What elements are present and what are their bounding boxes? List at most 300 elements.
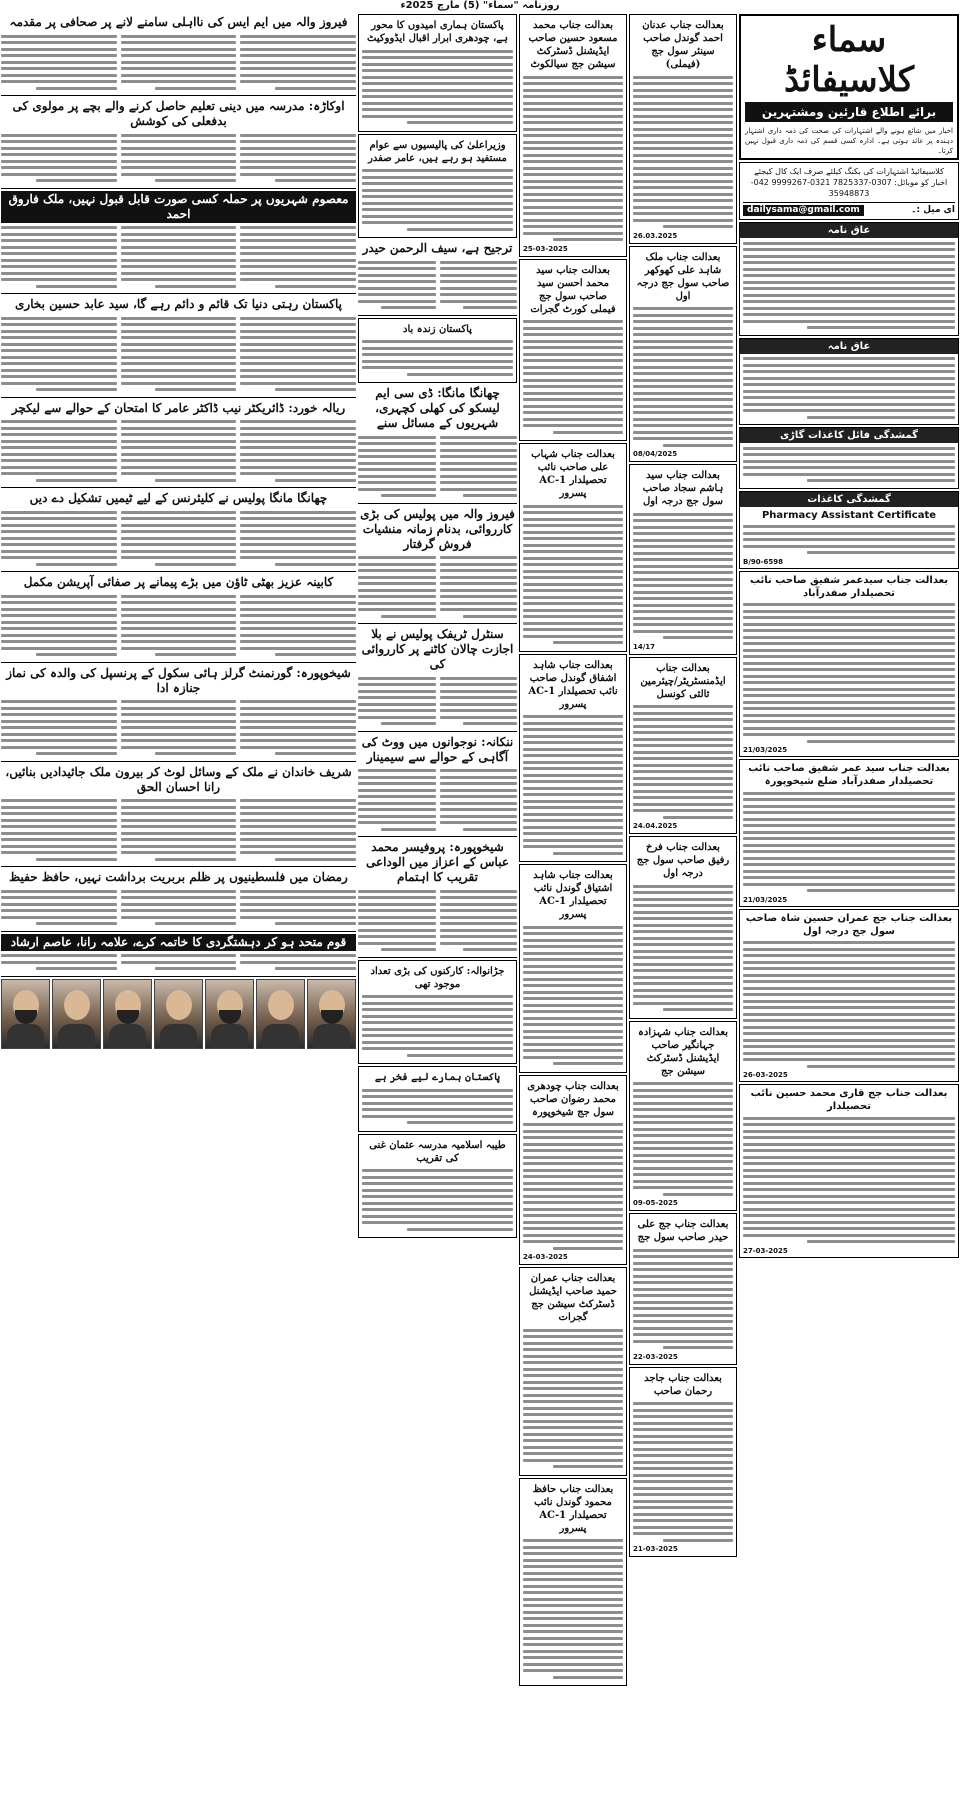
text-line bbox=[1, 453, 117, 456]
text-line bbox=[240, 472, 356, 475]
text-line bbox=[240, 74, 356, 77]
text-line bbox=[743, 798, 955, 801]
portrait-face bbox=[64, 990, 90, 1020]
text-line bbox=[633, 591, 733, 594]
news-story bbox=[1, 869, 356, 932]
classified-masthead bbox=[739, 14, 959, 160]
news-headline[interactable]: چھانگا مانگا پولیس نے کلیئرنس کے لیے ٹیمیں تشکیل دے دیں bbox=[29, 491, 328, 505]
classified-ad bbox=[739, 759, 959, 907]
text-line bbox=[1, 825, 117, 828]
text-line bbox=[1, 524, 117, 527]
notice-title: برائے اطلاع قارئین ومشتہرین bbox=[745, 102, 953, 122]
text-line bbox=[358, 929, 436, 932]
text-line bbox=[1, 720, 117, 723]
text-line bbox=[633, 121, 733, 124]
text-line bbox=[633, 1281, 733, 1284]
portrait-photo bbox=[256, 979, 305, 1049]
text-line bbox=[633, 738, 733, 741]
text-line bbox=[440, 556, 518, 559]
news-story bbox=[358, 839, 517, 958]
text-line bbox=[121, 550, 237, 553]
text-line bbox=[743, 538, 955, 541]
text-line bbox=[633, 1333, 733, 1336]
text-line bbox=[240, 80, 356, 83]
text-line bbox=[440, 436, 518, 439]
text-line bbox=[358, 488, 436, 491]
text-line bbox=[1, 323, 117, 326]
text-line bbox=[663, 444, 733, 447]
text-line bbox=[240, 252, 356, 255]
text-line bbox=[523, 1240, 623, 1243]
text-line bbox=[743, 805, 955, 808]
text-line bbox=[523, 622, 623, 625]
text-line bbox=[240, 349, 356, 352]
text-line bbox=[358, 608, 436, 611]
text-line bbox=[240, 459, 356, 462]
ad-date: 27-03-2025 bbox=[743, 1246, 788, 1255]
text-line bbox=[275, 87, 356, 90]
story-text-column bbox=[1, 951, 117, 974]
text-line bbox=[1, 627, 117, 630]
text-line bbox=[358, 802, 436, 805]
text-line bbox=[553, 1062, 623, 1065]
text-line bbox=[743, 261, 955, 264]
news-headline[interactable]: طیبہ اسلامیہ مدرسہ عثمان غنی کی تقریب bbox=[369, 1139, 506, 1164]
news-headline[interactable]: شریف خاندان نے ملک کے وسائل لوٹ کر بیرون ملک جائیدادیں بنائیں، رانا احسان الحق bbox=[5, 764, 352, 794]
portrait-face bbox=[166, 990, 192, 1020]
text-line bbox=[407, 228, 513, 231]
text-line bbox=[633, 539, 733, 542]
text-line bbox=[358, 890, 436, 893]
text-line bbox=[523, 1043, 623, 1046]
text-line bbox=[121, 739, 237, 742]
text-line bbox=[121, 61, 237, 64]
text-line bbox=[633, 584, 733, 587]
text-line bbox=[633, 725, 733, 728]
news-headline[interactable]: جڑانوالہ: کارکنوں کی بڑی تعداد موجود تھی bbox=[370, 965, 505, 990]
court-notices-column-b bbox=[519, 14, 627, 1795]
notice-text: اخبار میں شائع ہونے والے اشتہارات کی صحت کی ذمہ داری اشتہار دہندہ پر عائد ہوتی ہے۔ ادارہ کسی قسم کی ذمہ داری قبول نہیں کرتا۔ bbox=[745, 127, 953, 155]
ad-title: بعدالت جناب سیدعمر شفیق صاحب نائب تحصیلدار صفدرآباد bbox=[749, 574, 949, 599]
text-line bbox=[633, 532, 733, 535]
portrait-photo bbox=[307, 979, 356, 1049]
court-notice-title: بعدالت جناب شاہد اشتیاق گوندل نائب تحصیلدار AC-1 پسرور bbox=[533, 870, 613, 920]
story-text-column bbox=[358, 553, 436, 622]
text-line bbox=[523, 366, 623, 369]
text-line bbox=[275, 653, 356, 656]
text-line bbox=[523, 76, 623, 79]
text-line bbox=[743, 1039, 955, 1042]
text-line bbox=[743, 714, 955, 717]
text-line bbox=[743, 961, 955, 964]
text-line bbox=[358, 436, 436, 439]
text-line bbox=[523, 1010, 623, 1013]
text-line bbox=[362, 82, 513, 85]
text-line bbox=[358, 569, 436, 572]
text-line bbox=[240, 511, 356, 514]
news-headline[interactable]: پاکستان ہماری امیدوں کا محور ہے، چودھری ابرار اقبال ایڈووکیٹ bbox=[367, 20, 508, 44]
news-headline[interactable]: وزیراعلیٰ کی پالیسیوں سے عوام مستفید ہو رہے ہیں، عامر صفدر bbox=[368, 139, 507, 164]
court-notice bbox=[629, 1367, 737, 1558]
text-line bbox=[358, 942, 436, 945]
text-line bbox=[743, 447, 955, 450]
text-line bbox=[362, 69, 513, 72]
text-line bbox=[743, 974, 955, 977]
text-line bbox=[523, 1149, 623, 1152]
text-line bbox=[36, 479, 117, 482]
news-headline[interactable]: معصوم شہریوں پر حملہ کسی صورت قابل قبول نہیں، ملک فاروق احمد bbox=[1, 191, 356, 223]
text-line bbox=[633, 885, 733, 888]
text-line bbox=[523, 1056, 623, 1059]
text-line bbox=[1, 608, 117, 611]
text-line bbox=[743, 357, 955, 360]
text-line bbox=[743, 1032, 955, 1035]
story-text-column bbox=[121, 223, 237, 292]
text-line bbox=[440, 808, 518, 811]
news-headline[interactable]: فیروز والہ میں پولیس کی بڑی کارروائی، بدنام زمانہ منشیات فروش گرفتار bbox=[360, 506, 515, 551]
text-line bbox=[743, 824, 955, 827]
text-line bbox=[358, 442, 436, 445]
ad-body bbox=[743, 447, 955, 483]
portrait-photo bbox=[205, 979, 254, 1049]
text-line bbox=[240, 746, 356, 749]
text-line bbox=[633, 353, 733, 356]
text-line bbox=[633, 1121, 733, 1124]
text-line bbox=[440, 690, 518, 693]
text-line bbox=[523, 557, 623, 560]
text-line bbox=[743, 993, 955, 996]
text-line bbox=[633, 340, 733, 343]
text-line bbox=[523, 609, 623, 612]
text-line bbox=[743, 850, 955, 853]
story-body bbox=[1, 591, 356, 660]
text-line bbox=[440, 696, 518, 699]
text-line bbox=[633, 712, 733, 715]
news-headline[interactable]: پاکستان رہتی دنیا تک قائم و دائم رہے گا، سید عابد حسین بخاری bbox=[15, 297, 342, 311]
text-line bbox=[240, 812, 356, 815]
text-line bbox=[121, 851, 237, 854]
news-headline[interactable]: چھانگا مانگا: ڈی سی ایم لیسکو کی کھلی کچہری، شہریوں کے مسائل سنے bbox=[375, 386, 500, 430]
ad-date: 21/03/2025 bbox=[743, 746, 788, 754]
portrait-beard bbox=[321, 1010, 343, 1024]
court-notice-date: 24-03-2025 bbox=[523, 1253, 568, 1261]
text-line bbox=[440, 576, 518, 579]
classified-column bbox=[739, 14, 959, 1795]
text-line bbox=[633, 173, 733, 176]
classified-brand: سماء کلاسیفائڈ bbox=[783, 20, 915, 100]
text-line bbox=[1, 733, 117, 736]
text-line bbox=[240, 720, 356, 723]
text-line bbox=[523, 1355, 623, 1358]
text-line bbox=[121, 246, 237, 249]
text-line bbox=[362, 95, 513, 98]
text-line bbox=[743, 818, 955, 821]
text-line bbox=[743, 1156, 955, 1159]
news-headline[interactable]: شیخوپورہ: گورنمنٹ گرلز ہائی سکول کے پرنسپل کی والدہ کی نماز جنازہ ادا bbox=[6, 665, 351, 695]
text-line bbox=[633, 1526, 733, 1529]
story-text-column bbox=[1, 130, 117, 186]
news-headline[interactable]: شیخوپورہ: پروفیسر محمد عباس کے اعزاز میں الوداعی تقریب کا اہتمام bbox=[366, 840, 509, 884]
text-line bbox=[743, 707, 955, 710]
text-line bbox=[362, 1176, 513, 1179]
text-line bbox=[440, 821, 518, 824]
text-line bbox=[240, 890, 356, 893]
story-text-column bbox=[240, 591, 356, 660]
text-line bbox=[1, 595, 117, 598]
story-body bbox=[1, 130, 356, 186]
text-line bbox=[362, 108, 513, 111]
text-line bbox=[743, 396, 955, 399]
text-line bbox=[523, 511, 623, 514]
news-story bbox=[1, 98, 356, 189]
text-line bbox=[743, 694, 955, 697]
text-line bbox=[523, 780, 623, 783]
text-line bbox=[743, 370, 955, 373]
text-line bbox=[633, 1422, 733, 1425]
text-line bbox=[1, 48, 117, 51]
text-line bbox=[633, 744, 733, 747]
text-line bbox=[523, 1420, 623, 1423]
text-line bbox=[523, 615, 623, 618]
text-line bbox=[358, 769, 436, 772]
text-line bbox=[633, 969, 733, 972]
classified-ad bbox=[739, 338, 959, 426]
text-line bbox=[121, 890, 237, 893]
text-line bbox=[121, 530, 237, 533]
email-link[interactable]: dailysama@gmail.com bbox=[743, 205, 864, 216]
text-line bbox=[121, 838, 237, 841]
text-line bbox=[240, 48, 356, 51]
text-line bbox=[358, 776, 436, 779]
text-line bbox=[121, 720, 237, 723]
text-line bbox=[633, 809, 733, 812]
news-headline[interactable]: پاکستان زندہ باد bbox=[403, 323, 472, 335]
text-line bbox=[358, 293, 436, 296]
text-line bbox=[362, 50, 513, 53]
text-line bbox=[240, 640, 356, 643]
text-line bbox=[362, 115, 513, 118]
text-line bbox=[743, 701, 955, 704]
news-story bbox=[358, 318, 517, 384]
text-line bbox=[633, 346, 733, 349]
text-line bbox=[633, 1532, 733, 1535]
text-line bbox=[240, 259, 356, 262]
text-line bbox=[743, 733, 955, 736]
text-line bbox=[633, 571, 733, 574]
text-line bbox=[633, 1409, 733, 1412]
portrait-beard bbox=[219, 1010, 241, 1024]
story-text-column bbox=[121, 313, 237, 395]
text-line bbox=[440, 293, 518, 296]
text-line bbox=[743, 1227, 955, 1230]
text-line bbox=[407, 1121, 513, 1124]
text-line bbox=[1, 713, 117, 716]
text-line bbox=[633, 1487, 733, 1490]
text-line bbox=[240, 246, 356, 249]
text-line bbox=[155, 752, 236, 755]
text-line bbox=[240, 153, 356, 156]
text-line bbox=[1, 916, 117, 919]
text-line bbox=[362, 1047, 513, 1050]
text-line bbox=[743, 1026, 955, 1029]
text-line bbox=[523, 537, 623, 540]
story-text-column bbox=[362, 166, 513, 235]
text-line bbox=[121, 909, 237, 912]
text-line bbox=[523, 1335, 623, 1338]
story-body bbox=[358, 673, 517, 729]
text-line bbox=[743, 453, 955, 456]
news-headline[interactable]: پاکستان ہمارے لیے فخر ہے bbox=[374, 1072, 501, 1083]
text-line bbox=[743, 248, 955, 251]
text-line bbox=[1, 440, 117, 443]
text-line bbox=[743, 320, 955, 323]
ad-heading: گمشدگی کاغذات bbox=[740, 492, 958, 507]
text-line bbox=[463, 722, 517, 725]
text-line bbox=[440, 929, 518, 932]
text-line bbox=[743, 837, 955, 840]
news-headline[interactable]: ترجیح ہے، سیف الرحمن حیدر bbox=[362, 241, 513, 255]
text-line bbox=[362, 208, 513, 211]
text-line bbox=[523, 926, 623, 929]
text-line bbox=[240, 278, 356, 281]
story-text-column bbox=[1, 507, 117, 569]
text-line bbox=[240, 550, 356, 553]
story-body bbox=[362, 166, 513, 235]
story-text-column bbox=[358, 432, 436, 501]
text-line bbox=[121, 41, 237, 44]
story-text-column bbox=[240, 31, 356, 93]
text-line bbox=[155, 967, 236, 970]
text-line bbox=[523, 939, 623, 942]
text-line bbox=[743, 390, 955, 393]
news-headline[interactable]: ننکانہ: نوجوانوں میں ووٹ کی آگاہی کے حوالے سے سیمینار bbox=[361, 734, 514, 764]
text-line bbox=[240, 336, 356, 339]
text-line bbox=[121, 832, 237, 835]
text-line bbox=[381, 615, 435, 618]
text-line bbox=[121, 640, 237, 643]
text-line bbox=[523, 212, 623, 215]
text-line bbox=[440, 569, 518, 572]
text-line bbox=[633, 392, 733, 395]
text-line bbox=[523, 89, 623, 92]
text-line bbox=[1, 700, 117, 703]
news-story bbox=[1, 490, 356, 572]
text-line bbox=[743, 967, 955, 970]
newspaper-date-header: روزنامہ "سماء" (5) مارچ 2025ء bbox=[400, 0, 560, 11]
text-line bbox=[362, 353, 513, 356]
text-line bbox=[523, 1017, 623, 1020]
text-line bbox=[523, 761, 623, 764]
text-line bbox=[523, 1413, 623, 1416]
news-story bbox=[358, 1066, 517, 1132]
text-line bbox=[358, 935, 436, 938]
court-notice-date: 22-03-2025 bbox=[633, 1352, 678, 1361]
text-line bbox=[743, 662, 955, 665]
news-headline[interactable]: فیروز والہ میں ایم ایس کی نااہلی سامنے لانے پر صحافی پر مقدمہ bbox=[9, 15, 348, 29]
text-line bbox=[362, 169, 513, 172]
text-line bbox=[743, 545, 955, 548]
story-text-column bbox=[121, 591, 237, 660]
text-line bbox=[633, 976, 733, 979]
text-line bbox=[633, 1095, 733, 1098]
text-line bbox=[633, 1513, 733, 1516]
story-text-column bbox=[240, 796, 356, 865]
text-line bbox=[121, 440, 237, 443]
text-line bbox=[743, 1234, 955, 1237]
text-line bbox=[362, 76, 513, 79]
story-text-column bbox=[1, 313, 117, 395]
news-headline[interactable]: اوکاڑہ: مدرسہ میں دینی تعلیم حاصل کرنے والے بچے پر مولوی کی بدفعلی کی کوشش bbox=[12, 99, 345, 128]
text-line bbox=[743, 610, 955, 613]
text-line bbox=[1, 614, 117, 617]
text-line bbox=[553, 1676, 623, 1679]
text-line bbox=[523, 774, 623, 777]
text-line bbox=[121, 140, 237, 143]
text-line bbox=[275, 179, 356, 182]
text-line bbox=[1, 832, 117, 835]
text-line bbox=[523, 424, 623, 427]
text-line bbox=[362, 63, 513, 66]
news-headline[interactable]: رمضان میں فلسطینیوں پر ظلم بربریت برداشت نہیں، حافظ حفیظ bbox=[9, 870, 348, 884]
story-text-column bbox=[121, 697, 237, 759]
story-text-column bbox=[121, 796, 237, 865]
text-line bbox=[358, 582, 436, 585]
text-line bbox=[633, 796, 733, 799]
text-line bbox=[362, 366, 513, 369]
news-headline[interactable]: سنٹرل ٹریفک پولیس نے بلا اجازت چالان کاٹنے پر کارروائی کی bbox=[361, 627, 514, 671]
text-line bbox=[523, 1130, 623, 1133]
news-headline[interactable]: قوم متحد ہو کر دہشتگردی کا خاتمہ کرے، علامہ رانا، عاصم ارشاد bbox=[1, 934, 356, 951]
text-line bbox=[633, 770, 733, 773]
court-notice-date: 26.03.2025 bbox=[633, 231, 678, 240]
text-line bbox=[275, 285, 356, 288]
text-line bbox=[523, 800, 623, 803]
text-line bbox=[121, 74, 237, 77]
text-line bbox=[743, 616, 955, 619]
text-line bbox=[663, 1193, 733, 1196]
text-line bbox=[362, 1189, 513, 1192]
news-headline[interactable]: ریالہ خورد: ڈائریکٹر نیب ڈاکٹر عامر کا امتحان کے حوالے سے لیکچر bbox=[11, 400, 346, 415]
portrait-body bbox=[109, 1024, 147, 1048]
text-line bbox=[440, 608, 518, 611]
text-line bbox=[523, 1162, 623, 1165]
text-line bbox=[440, 287, 518, 290]
text-line bbox=[240, 140, 356, 143]
text-line bbox=[523, 748, 623, 751]
text-line bbox=[523, 952, 623, 955]
text-line bbox=[633, 751, 733, 754]
text-line bbox=[633, 1519, 733, 1522]
portrait-photo bbox=[1, 979, 50, 1049]
text-line bbox=[523, 1329, 623, 1332]
text-line bbox=[1, 472, 117, 475]
story-text-column bbox=[1, 417, 117, 486]
news-headline[interactable]: کابینہ عزیز بھٹی ٹاؤن میں بڑے پیمانے پر صفائی آپریشن مکمل bbox=[23, 575, 334, 589]
text-line bbox=[440, 468, 518, 471]
text-line bbox=[121, 746, 237, 749]
story-text-column bbox=[362, 992, 513, 1061]
text-line bbox=[743, 844, 955, 847]
story-text-column bbox=[362, 46, 513, 128]
text-line bbox=[523, 1578, 623, 1581]
text-line bbox=[523, 1624, 623, 1627]
email-label: ای میل :۔ bbox=[911, 205, 955, 215]
text-line bbox=[633, 76, 733, 79]
text-line bbox=[633, 206, 733, 209]
text-line bbox=[440, 802, 518, 805]
text-line bbox=[743, 313, 955, 316]
text-line bbox=[633, 1275, 733, 1278]
